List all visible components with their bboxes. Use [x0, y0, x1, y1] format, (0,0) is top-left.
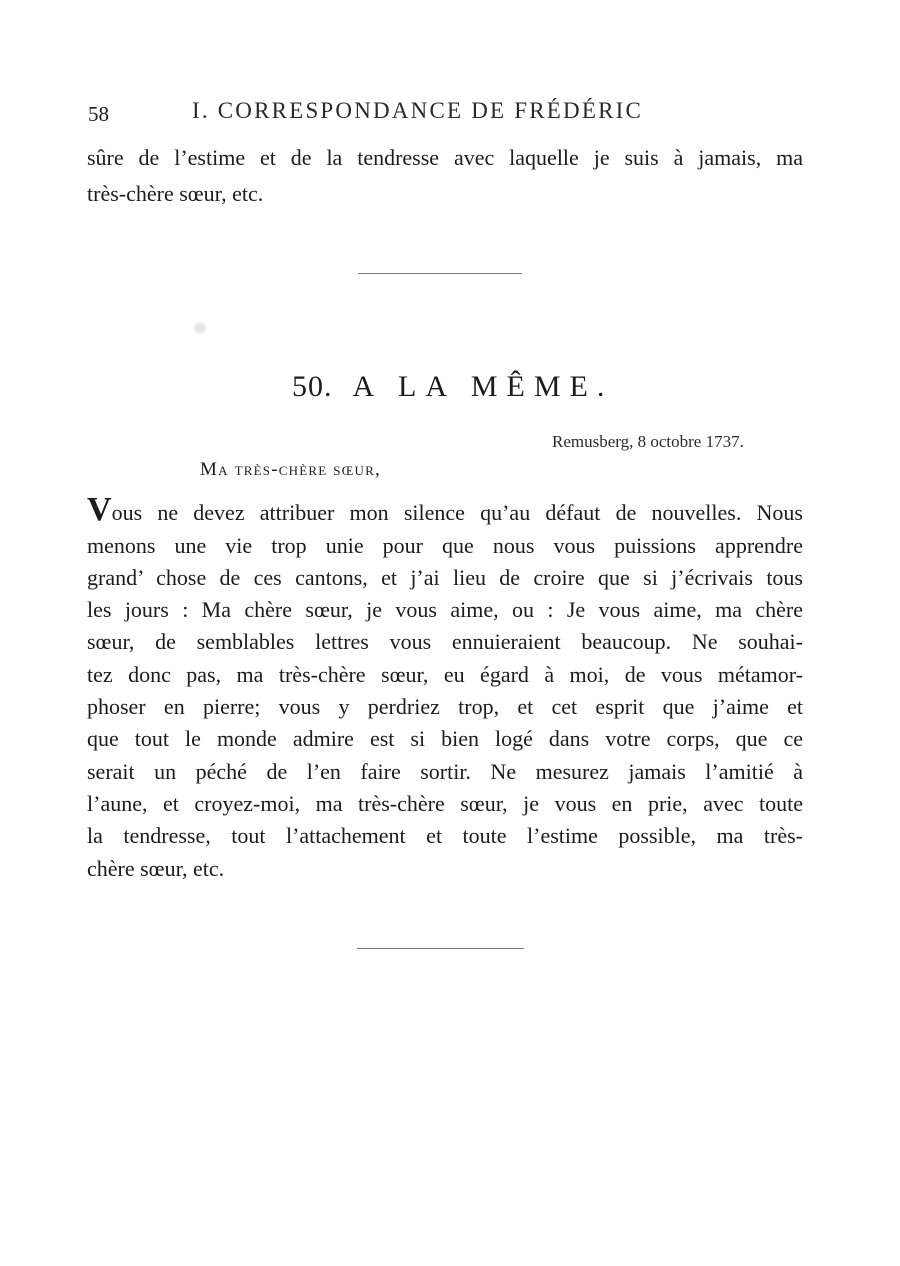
letter-body-line: serait un péché de l’en faire sortir. Ne mesurez jamais l’amitié à	[87, 759, 803, 784]
letter-body-line: grand’ chose de ces cantons, et j’ai lieu de croire que si j’écrivais tous	[87, 565, 803, 590]
letter-body-line: chère sœur, etc.	[87, 856, 225, 881]
running-head	[88, 96, 808, 128]
letter-dateline: Remusberg, 8 octobre 1737.	[552, 432, 744, 451]
letter-body-line: la tendresse, tout l’attachement et toute l’estime possible, ma très-	[87, 823, 803, 848]
letter-heading	[292, 370, 613, 404]
letter-body-line: phoser en pierre; vous y perdriez trop, et cet esprit que j’aime et	[87, 694, 803, 719]
letter-salutation: Ma très-chère sœur,	[200, 459, 381, 480]
section-divider-rule	[357, 948, 524, 949]
letter-body-line: tez donc pas, ma très-chère sœur, eu égard à moi, de vous métamor-	[87, 662, 803, 687]
section-divider-rule	[358, 273, 522, 274]
letter-title: A LA MÊME.	[352, 370, 614, 403]
first-line-text: ous ne devez attribuer mon silence qu’au défaut de nouvelles. Nous	[111, 500, 803, 525]
letter-body-line: que tout le monde admire est si bien logé dans votre corps, que ce	[87, 726, 803, 751]
letter-body-line: menons une vie trop unie pour que nous vous puissions apprendre	[87, 533, 803, 558]
letter-body-first-line	[87, 491, 803, 529]
paper-smudge	[193, 322, 207, 334]
running-title: I. CORRESPONDANCE DE FRÉDÉRIC	[192, 98, 644, 123]
page-number: 58	[88, 102, 109, 126]
previous-letter-line: sûre de l’estime et de la tendresse avec laquelle je suis à jamais, ma	[87, 145, 803, 170]
drop-cap: V	[87, 491, 112, 528]
letter-body-line: sœur, de semblables lettres vous ennuieraient beaucoup. Ne souhai-	[87, 629, 803, 654]
letter-body-line: l’aune, et croyez-moi, ma très-chère sœur, je vous en prie, avec toute	[87, 791, 803, 816]
previous-letter-line: très-chère sœur, etc.	[87, 181, 264, 206]
letter-body-line: les jours : Ma chère sœur, je vous aime, ou : Je vous aime, ma chère	[87, 597, 803, 622]
letter-number: 50.	[292, 370, 333, 403]
